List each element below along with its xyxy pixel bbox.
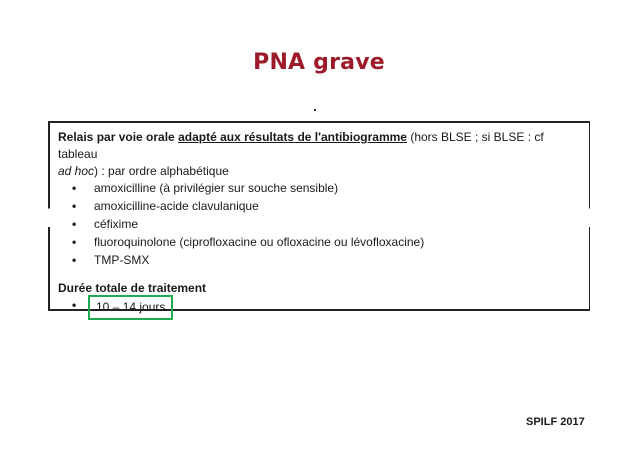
relais-paragraph bbox=[58, 129, 582, 180]
list-item: • amoxicilline-acide clavulanique bbox=[58, 198, 582, 216]
stray-dot bbox=[314, 109, 316, 111]
panel-content bbox=[58, 129, 582, 315]
duration-highlight: 10 – 14 jours bbox=[88, 295, 173, 320]
slide-title: PNA grave bbox=[253, 50, 385, 75]
relais-italic: ad hoc bbox=[58, 164, 95, 178]
duration-heading: Durée totale de traitement bbox=[58, 281, 207, 295]
list-item: • TMP-SMX bbox=[58, 252, 582, 270]
recommendation-panel bbox=[48, 121, 590, 314]
source-footer: SPILF 2017 bbox=[526, 416, 585, 428]
relais-underlined: adapté aux résultats de l'antibiogramme bbox=[178, 130, 407, 144]
duration-list bbox=[58, 297, 582, 315]
list-item: • amoxicilline (à privilégier sur souche sensible) bbox=[58, 180, 582, 198]
antibiotic-list bbox=[58, 180, 582, 270]
list-item: • céfixime bbox=[58, 216, 582, 234]
relais-heading bbox=[58, 130, 407, 144]
relais-tail: ) : par ordre alphabétique bbox=[94, 164, 229, 178]
duration-item bbox=[58, 297, 582, 315]
list-item: • fluoroquinolone (ciprofloxacine ou ofloxacine ou lévofloxacine) bbox=[58, 234, 582, 252]
relais-suffix: (hors BLSE ; si BLSE : cf tableau bbox=[58, 130, 544, 161]
relais-prefix: Relais par voie orale bbox=[58, 130, 179, 144]
